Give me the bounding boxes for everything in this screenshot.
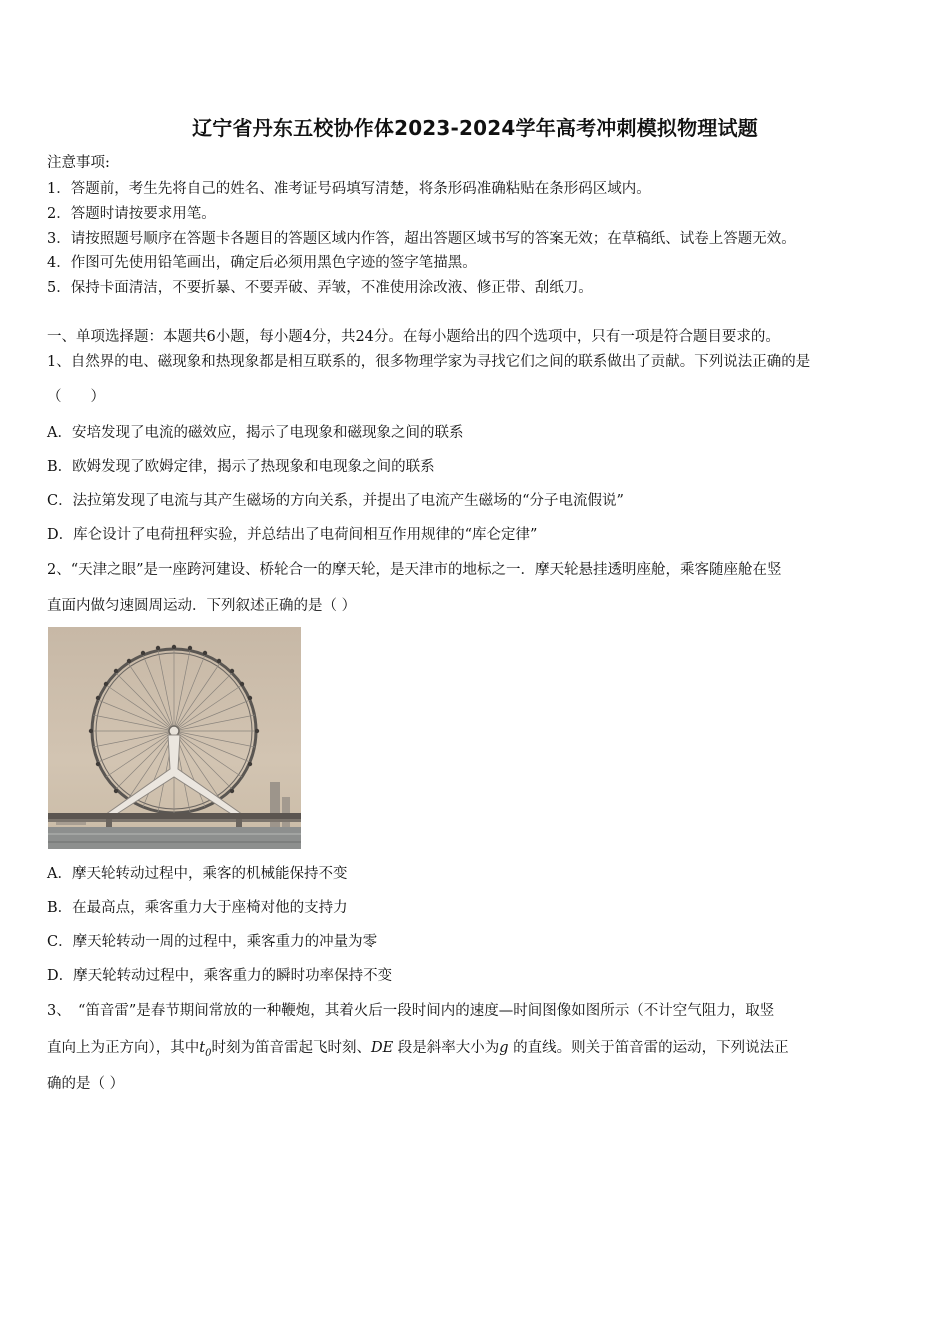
question-2-option-a: A．摩天轮转动过程中，乘客的机械能保持不变: [47, 866, 348, 882]
question-1-option-d: D．库仑设计了电荷扭秤实验，并总结出了电荷间相互作用规律的“库仑定律”: [47, 527, 538, 543]
page-title: 辽宁省丹东五校协作体2023-2024学年高考冲刺模拟物理试题: [192, 116, 758, 140]
q3-text: 直向上为正方向），其中: [47, 1040, 200, 1056]
notice-item: 3．请按照题号顺序在答题卡各题目的答题区域内作答，超出答题区域书写的答案无效；在草稿纸、试卷上答题无效。: [47, 231, 796, 247]
question-1-blank: （ ）: [47, 389, 105, 405]
notice-item: 4．作图可先使用铅笔画出，确定后必须用黑色字迹的签字笔描黑。: [47, 255, 477, 271]
q3-text: 时刻为笛音雷起飞时刻、: [211, 1040, 371, 1056]
question-2-stem-cont: 直面内做匀速圆周运动．下列叙述正确的是（ ）: [47, 598, 357, 614]
notice-item: 5．保持卡面清洁，不要折暴、不要弄破、弄皱，不准使用涂改液、修正带、刮纸刀。: [47, 280, 593, 296]
question-2-option-d: D．摩天轮转动过程中，乘客重力的瞬时功率保持不变: [47, 968, 393, 984]
q3-text: 段是斜率大小为: [393, 1040, 500, 1056]
question-3-stem: 3、 “笛音雷”是春节期间常放的一种鞭炮，其着火后一段时间内的速度—时间图像如图所示（不计空气阻力，取竖: [47, 1003, 775, 1019]
question-2-stem: 2、“天津之眼”是一座跨河建设、桥轮合一的摩天轮，是天津市的地标之一．摩天轮悬挂透明座舱，乘客随座舱在竖: [47, 562, 782, 578]
de-segment-symbol: DE: [370, 1040, 394, 1056]
notice-item: 1．答题前，考生先将自己的姓名、准考证号码填写清楚，将条形码准确粘贴在条形码区域内。: [47, 181, 651, 197]
section-heading: 一、单项选择题：本题共6小题，每小题4分，共24分。在每小题给出的四个选项中，只有一项是符合题目要求的。: [47, 329, 780, 345]
q3-text: 的直线。则关于笛音雷的运动，下列说法正: [508, 1040, 789, 1056]
question-3-stem-end: 确的是（ ）: [47, 1076, 125, 1092]
question-1-option-b: B．欧姆发现了欧姆定律，揭示了热现象和电现象之间的联系: [47, 459, 435, 475]
question-2-option-c: C．摩天轮转动一周的过程中，乘客重力的冲量为零: [47, 934, 378, 950]
notice-heading: 注意事项:: [47, 155, 110, 171]
notice-item: 2．答题时请按要求用笔。: [47, 206, 216, 222]
question-1-option-c: C．法拉第发现了电流与其产生磁场的方向关系，并提出了电流产生磁场的“分子电流假说”: [47, 493, 624, 509]
question-1-stem: 1、自然界的电、磁现象和热现象都是相互联系的，很多物理学家为寻找它们之间的联系做出了贡献。下列说法正确的是: [47, 354, 811, 370]
question-2-option-b: B．在最高点，乘客重力大于座椅对他的支持力: [47, 900, 348, 916]
t0-symbol: $t_0$: [199, 1040, 212, 1059]
question-3-stem-cont: [47, 1038, 789, 1064]
ferris-wheel-photo: [48, 627, 301, 849]
g-symbol: g: [499, 1040, 509, 1056]
question-1-option-a: A．安培发现了电流的磁效应，揭示了电现象和磁现象之间的联系: [47, 425, 464, 441]
